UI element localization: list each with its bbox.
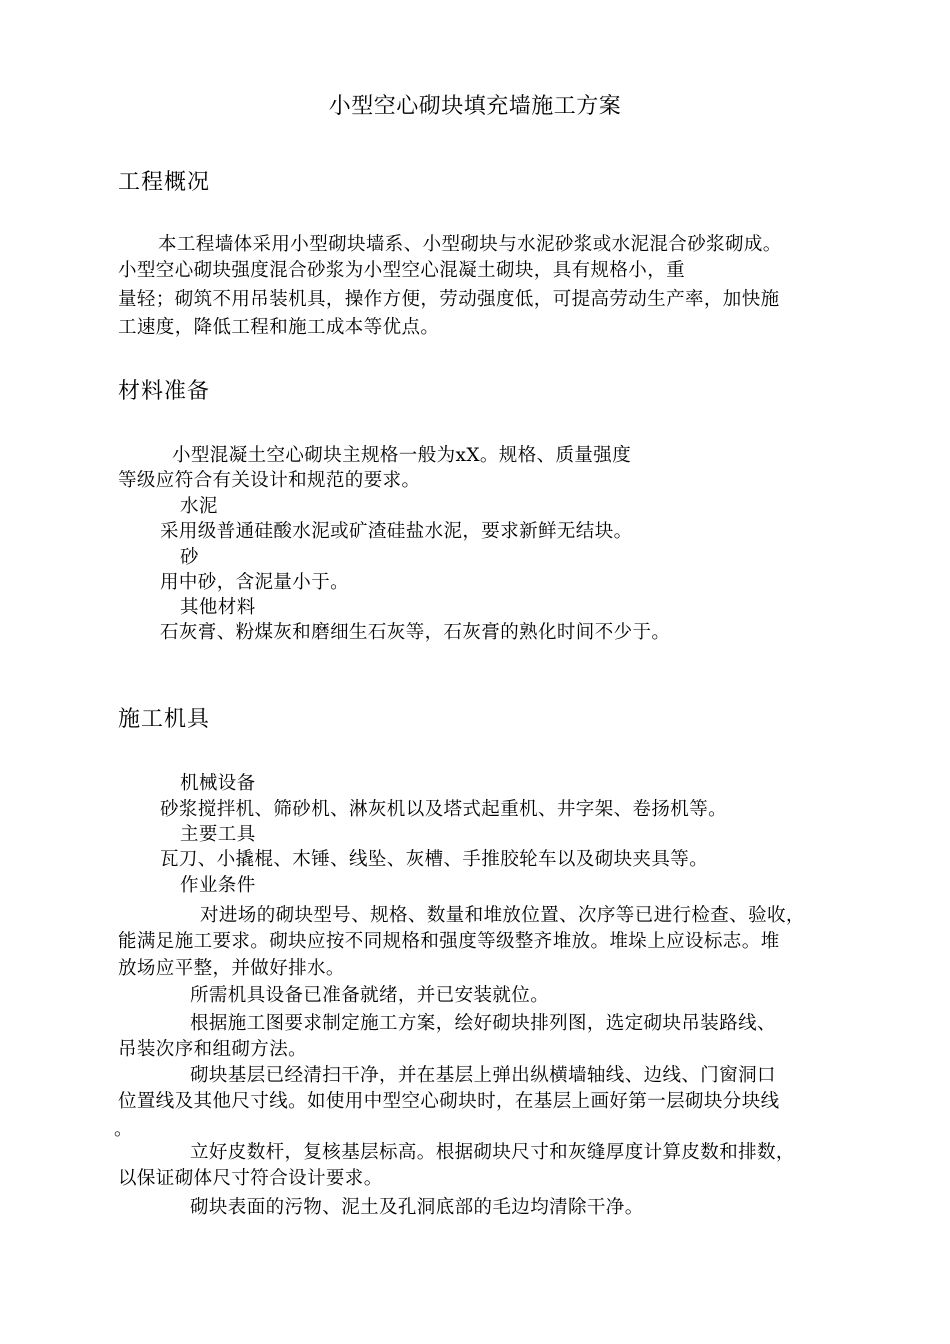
paragraph-line: 石灰膏、粉煤灰和磨细生石灰等，石灰膏的熟化时间不少于。 xyxy=(160,622,671,643)
paragraph-line: 等级应符合有关设计和规范的要求。 xyxy=(118,470,421,491)
paragraph-line: 小型空心砌块强度混合砂浆为小型空心混凝土砌块，具有规格小，重 xyxy=(118,260,686,281)
paragraph-line: 工速度，降低工程和施工成本等优点。 xyxy=(118,317,440,338)
paragraph-line: 所需机具设备已准备就绪，并已安装就位。 xyxy=(190,985,550,1006)
section-heading-equipment: 施工机具 xyxy=(118,707,211,732)
paragraph-line: 砌块表面的污物、泥土及孔洞底部的毛边均清除干净。 xyxy=(190,1197,644,1218)
paragraph-line: 砂浆搅拌机、筛砂机、淋灰机以及塔式起重机、井字架、卷扬机等。 xyxy=(160,799,728,820)
subheading: 其他材料 xyxy=(180,597,256,618)
paragraph-line: 吊装次序和组砌方法。 xyxy=(118,1039,308,1060)
document-title: 小型空心砌块填充墙施工方案 xyxy=(328,94,622,119)
paragraph-line: 瓦刀、小撬棍、木锤、线坠、灰槽、手推胶轮车以及砌块夹具等。 xyxy=(160,849,709,870)
section-heading-materials: 材料准备 xyxy=(118,379,211,404)
paragraph-line: 放场应平整，并做好排水。 xyxy=(118,958,345,979)
paragraph-line: 以保证砌体尺寸符合设计要求。 xyxy=(118,1168,383,1189)
paragraph-line: 砌块基层已经清扫干净，并在基层上弹出纵横墙轴线、边线、门窗洞口 xyxy=(190,1065,776,1086)
paragraph-line: 立好皮数杆，复核基层标高。根据砌块尺寸和灰缝厚度计算皮数和排数， xyxy=(190,1142,795,1163)
subheading: 作业条件 xyxy=(180,875,256,896)
paragraph-line: 。 xyxy=(114,1119,133,1140)
paragraph-line: 对进场的砌块型号、规格、数量和堆放位置、次序等已进行检查、验收， xyxy=(200,905,805,926)
subheading: 水泥 xyxy=(180,496,218,517)
paragraph-line: 能满足施工要求。砌块应按不同规格和强度等级整齐堆放。堆垛上应设标志。堆 xyxy=(118,931,780,952)
subheading: 主要工具 xyxy=(180,824,256,845)
paragraph-line: 采用级普通硅酸水泥或矿渣硅盐水泥，要求新鲜无结块。 xyxy=(160,521,633,542)
paragraph-line: 用中砂，含泥量小于。 xyxy=(160,572,350,593)
section-heading-overview: 工程概况 xyxy=(118,170,211,195)
paragraph-line: 量轻；砌筑不用吊装机具，操作方便，劳动强度低，可提高劳动生产率，加快施 xyxy=(118,289,780,310)
subheading: 砂 xyxy=(180,547,199,568)
paragraph-line: 本工程墙体采用小型砌块墙系、小型砌块与水泥砂浆或水泥混合砂浆砌成。 xyxy=(158,234,782,255)
paragraph-line: 小型混凝土空心砌块主规格一般为xX。规格、质量强度 xyxy=(172,445,632,466)
subheading: 机械设备 xyxy=(180,773,256,794)
paragraph-line: 位置线及其他尺寸线。如使用中型空心砌块时，在基层上画好第一层砌块分块线 xyxy=(118,1091,780,1112)
paragraph-line: 根据施工图要求制定施工方案，绘好砌块排列图，选定砌块吊装路线、 xyxy=(190,1013,776,1034)
